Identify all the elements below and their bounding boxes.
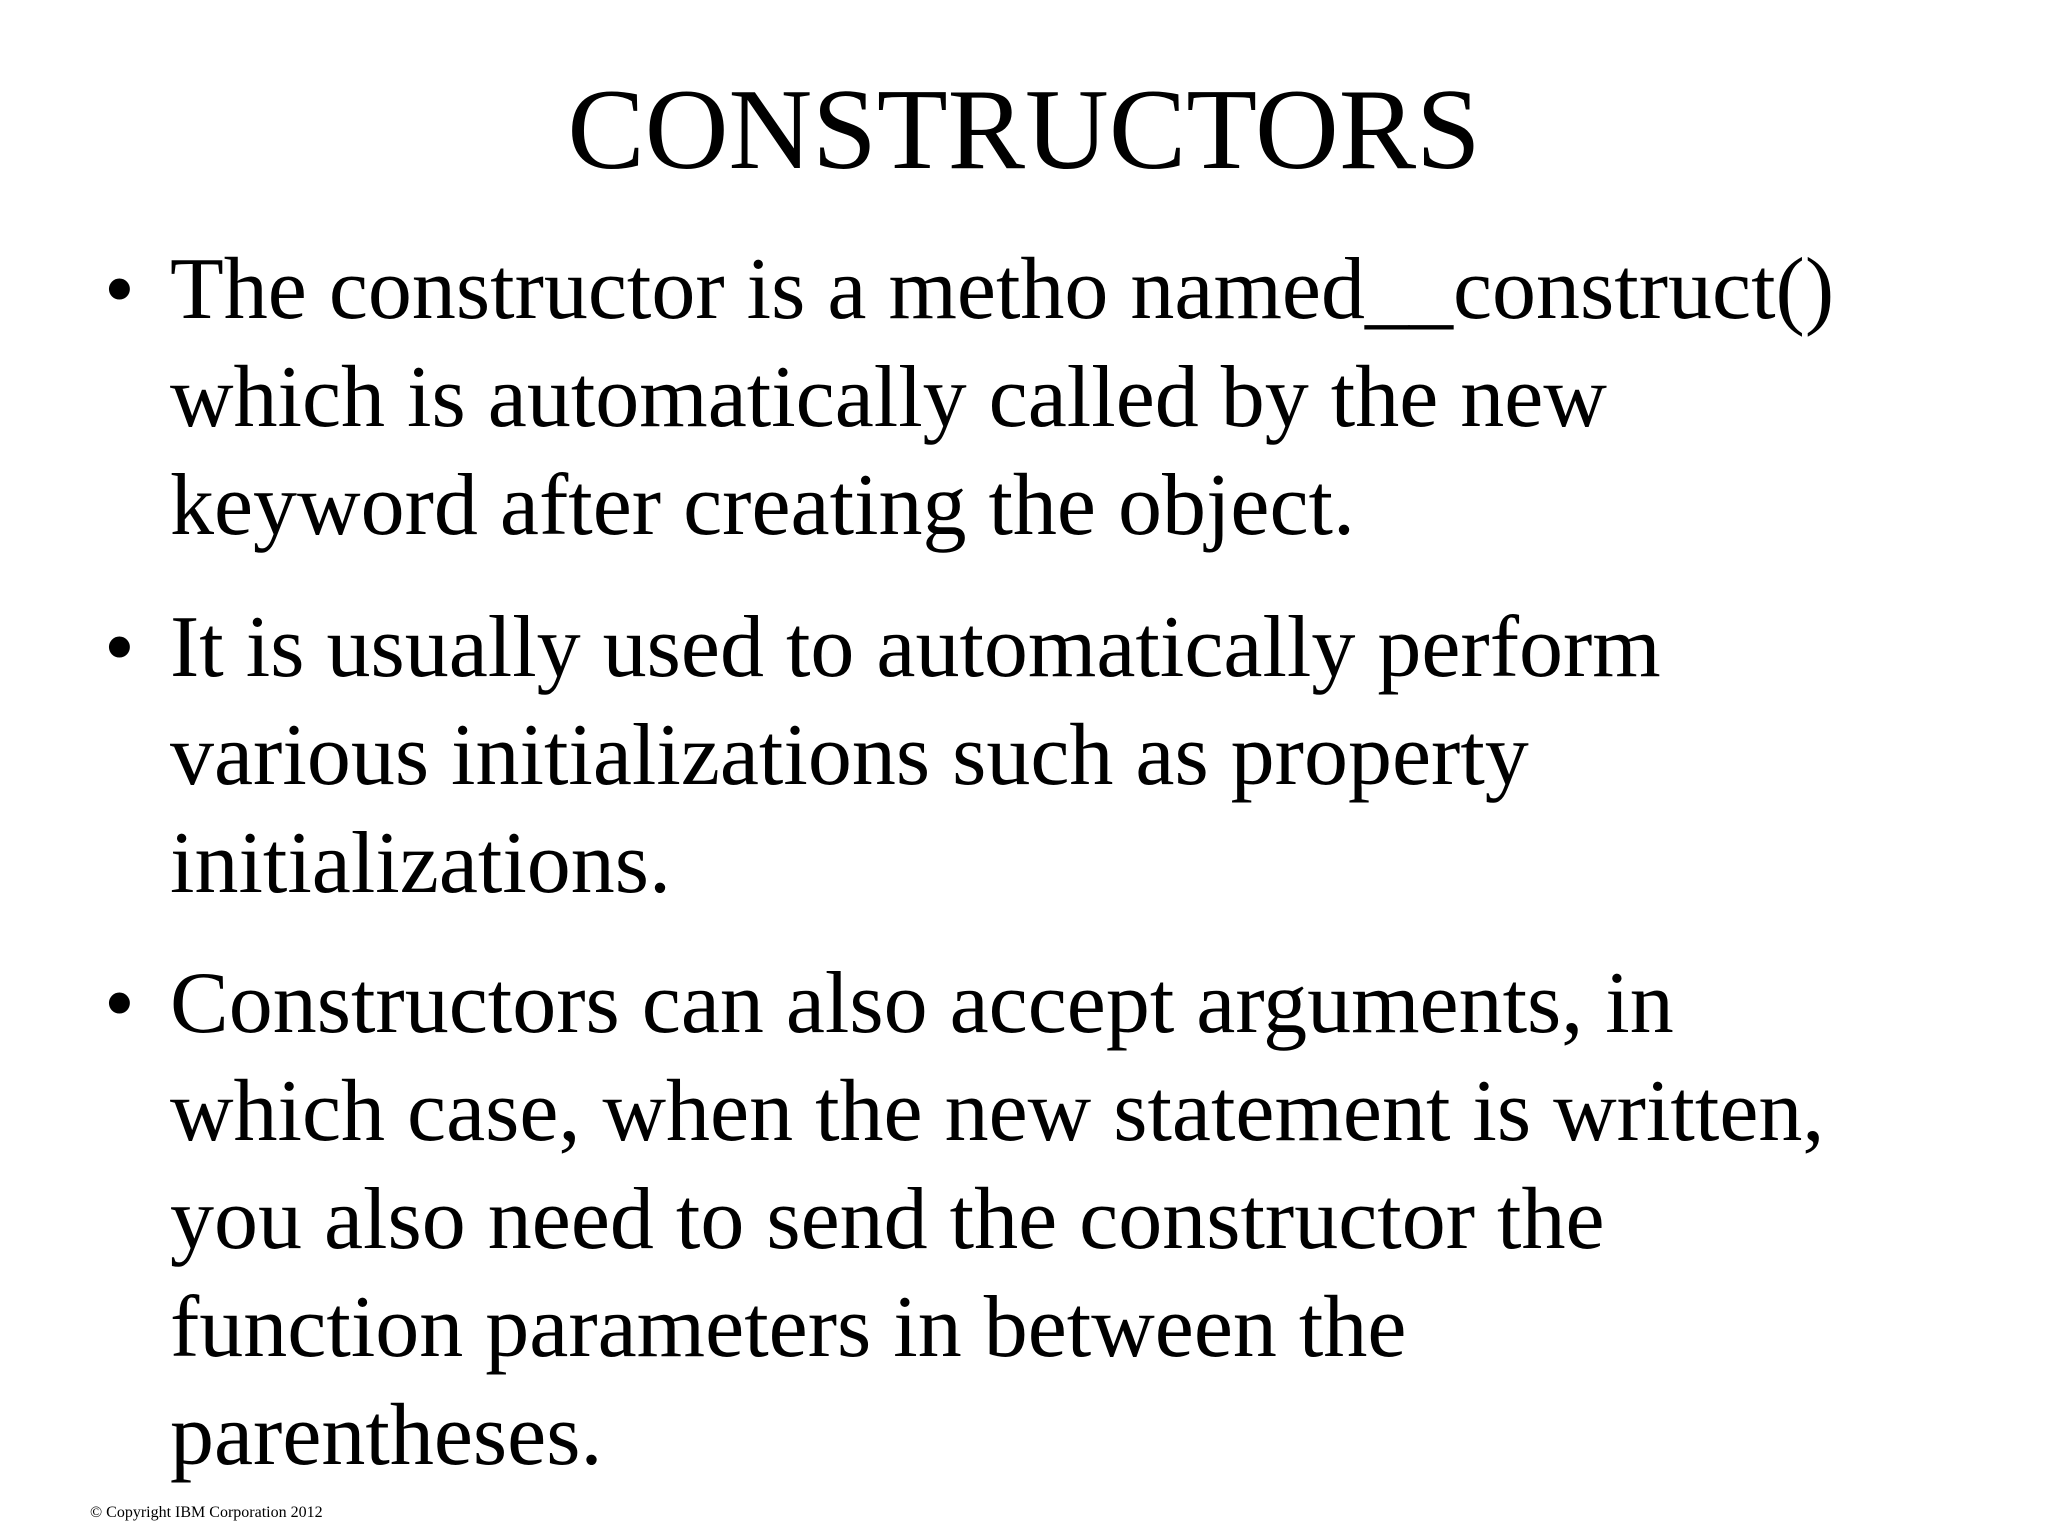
bullet-dot-icon: • bbox=[104, 955, 135, 1052]
bullet-text-line: parentheses. bbox=[170, 1387, 603, 1484]
bullet-text-line: which is automatically called by the new bbox=[170, 349, 1607, 446]
bullet-text-line: The constructor is a metho named__construct() bbox=[170, 241, 1835, 338]
bullet-dot-icon: • bbox=[104, 241, 135, 338]
slide-title: CONSTRUCTORS bbox=[567, 66, 1481, 194]
bullet-text-line: keyword after creating the object. bbox=[170, 457, 1355, 554]
bullet-text-line: function parameters in between the bbox=[170, 1279, 1407, 1376]
bullet-text-line: you also need to send the constructor the bbox=[170, 1171, 1605, 1268]
bullet-text-line: Constructors can also accept arguments, in bbox=[170, 955, 1674, 1052]
bullet-text-line: which case, when the new statement is written, bbox=[170, 1063, 1825, 1160]
bullet-text-line: various initializations such as property bbox=[170, 707, 1529, 804]
copyright-footer: © Copyright IBM Corporation 2012 bbox=[90, 1504, 323, 1521]
bullet-dot-icon: • bbox=[104, 599, 135, 696]
bullet-text-line: initializations. bbox=[170, 815, 672, 912]
bullet-text-line: It is usually used to automatically perform bbox=[170, 599, 1661, 696]
